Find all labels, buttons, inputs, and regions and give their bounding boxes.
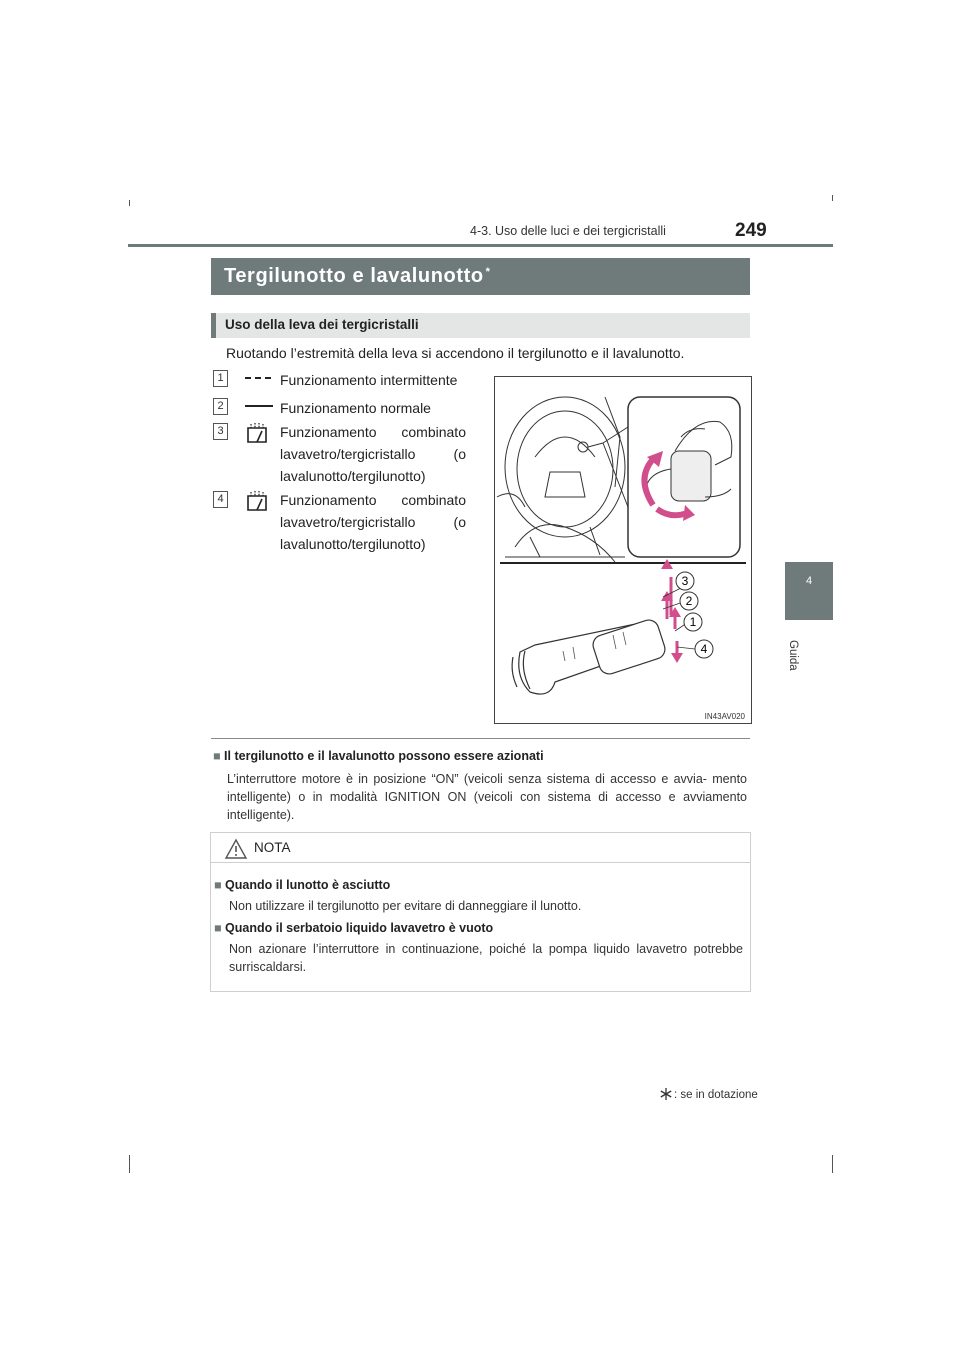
rear-washer-icon	[244, 420, 270, 446]
nota-label: NOTA	[254, 840, 291, 855]
callout-4: 4	[700, 642, 708, 656]
item-number: 3	[213, 423, 228, 440]
nota-item-heading: ■ Quando il serbatoio liquido lavavetro è vuoto	[214, 921, 494, 935]
item-number: 4	[213, 491, 228, 508]
note-heading: ■ Il tergilunotto e il lavalunotto possono essere azionati	[213, 749, 544, 763]
wiper-lever-figure	[494, 376, 752, 724]
chapter-title: 4-3. Uso delle luci e dei tergicristalli	[470, 224, 666, 238]
nota-item-body: Non utilizzare il tergilunotto per evitare di danneggiare il lunotto.	[229, 899, 582, 913]
item-text: Funzionamento combinato	[280, 492, 466, 508]
nota-item-heading: ■ Quando il lunotto è asciutto	[214, 878, 391, 892]
footnote: : se in dotazione	[674, 1089, 758, 1101]
nota-item-heading-text: Quando il lunotto è asciutto	[225, 878, 391, 892]
item-text: Funzionamento combinato	[280, 424, 466, 440]
crop-mark	[832, 195, 833, 201]
intro-text: Ruotando l’estremità della leva si accendono il tergilunotto e il lavalunotto.	[226, 345, 685, 361]
figure-code: IN43AV020	[704, 712, 745, 721]
chapter-tab-number: 4	[805, 575, 813, 587]
section-title-text: Tergilunotto e lavalunotto	[224, 265, 484, 287]
note-heading-text: Il tergilunotto e il lavalunotto possono essere azionati	[224, 749, 544, 763]
nota-divider	[210, 862, 751, 863]
note-body: L’interruttore motore è in posizione “ON” (veicoli senza sistema di accesso e avvia- mento intelligente) o in modalità IGNITION ON (veicoli con sistema di accesso e avviamento intelligente).	[227, 772, 747, 822]
solid-line-icon	[241, 396, 277, 416]
callout-3: 3	[681, 574, 689, 588]
optional-mark: *	[485, 266, 490, 278]
callout-2: 2	[685, 594, 693, 608]
item-text: Funzionamento normale	[280, 400, 431, 416]
subheading-text: Uso della leva dei tergicristalli	[225, 317, 419, 332]
header-rule	[128, 244, 833, 247]
illustration	[495, 377, 751, 723]
section-title	[211, 258, 750, 295]
warning-icon	[224, 838, 248, 860]
rear-washer-icon	[244, 488, 270, 514]
note-separator	[211, 738, 750, 739]
item-text: Funzionamento intermittente	[280, 372, 458, 388]
asterisk-icon	[660, 1088, 672, 1100]
dashed-line-icon	[241, 368, 277, 388]
chapter-tab-label-wrap	[775, 640, 815, 700]
page-number: 249	[735, 220, 767, 241]
callout-1: 1	[689, 615, 697, 629]
crop-mark	[129, 200, 130, 206]
item-number: 1	[213, 370, 228, 387]
subheading-bar	[211, 313, 216, 338]
crop-mark	[129, 1155, 130, 1173]
item-text: lavalunotto/tergilunotto)	[280, 468, 426, 484]
item-text: lavalunotto/tergilunotto)	[280, 536, 426, 552]
item-text: lavavetro/tergicristallo (o	[280, 514, 466, 530]
item-text: lavavetro/tergicristallo (o	[280, 446, 466, 462]
item-number: 2	[213, 398, 228, 415]
chapter-tab-label: Guida	[787, 640, 799, 671]
chapter-tab	[785, 562, 833, 620]
nota-item-body: Non azionare l’interruttore in continuazione, poiché la pompa liquido lavavetro potrebbe surriscaldarsi.	[229, 942, 743, 974]
crop-mark	[832, 1155, 833, 1173]
nota-item-heading-text: Quando il serbatoio liquido lavavetro è vuoto	[225, 921, 494, 935]
subheading	[211, 313, 750, 338]
